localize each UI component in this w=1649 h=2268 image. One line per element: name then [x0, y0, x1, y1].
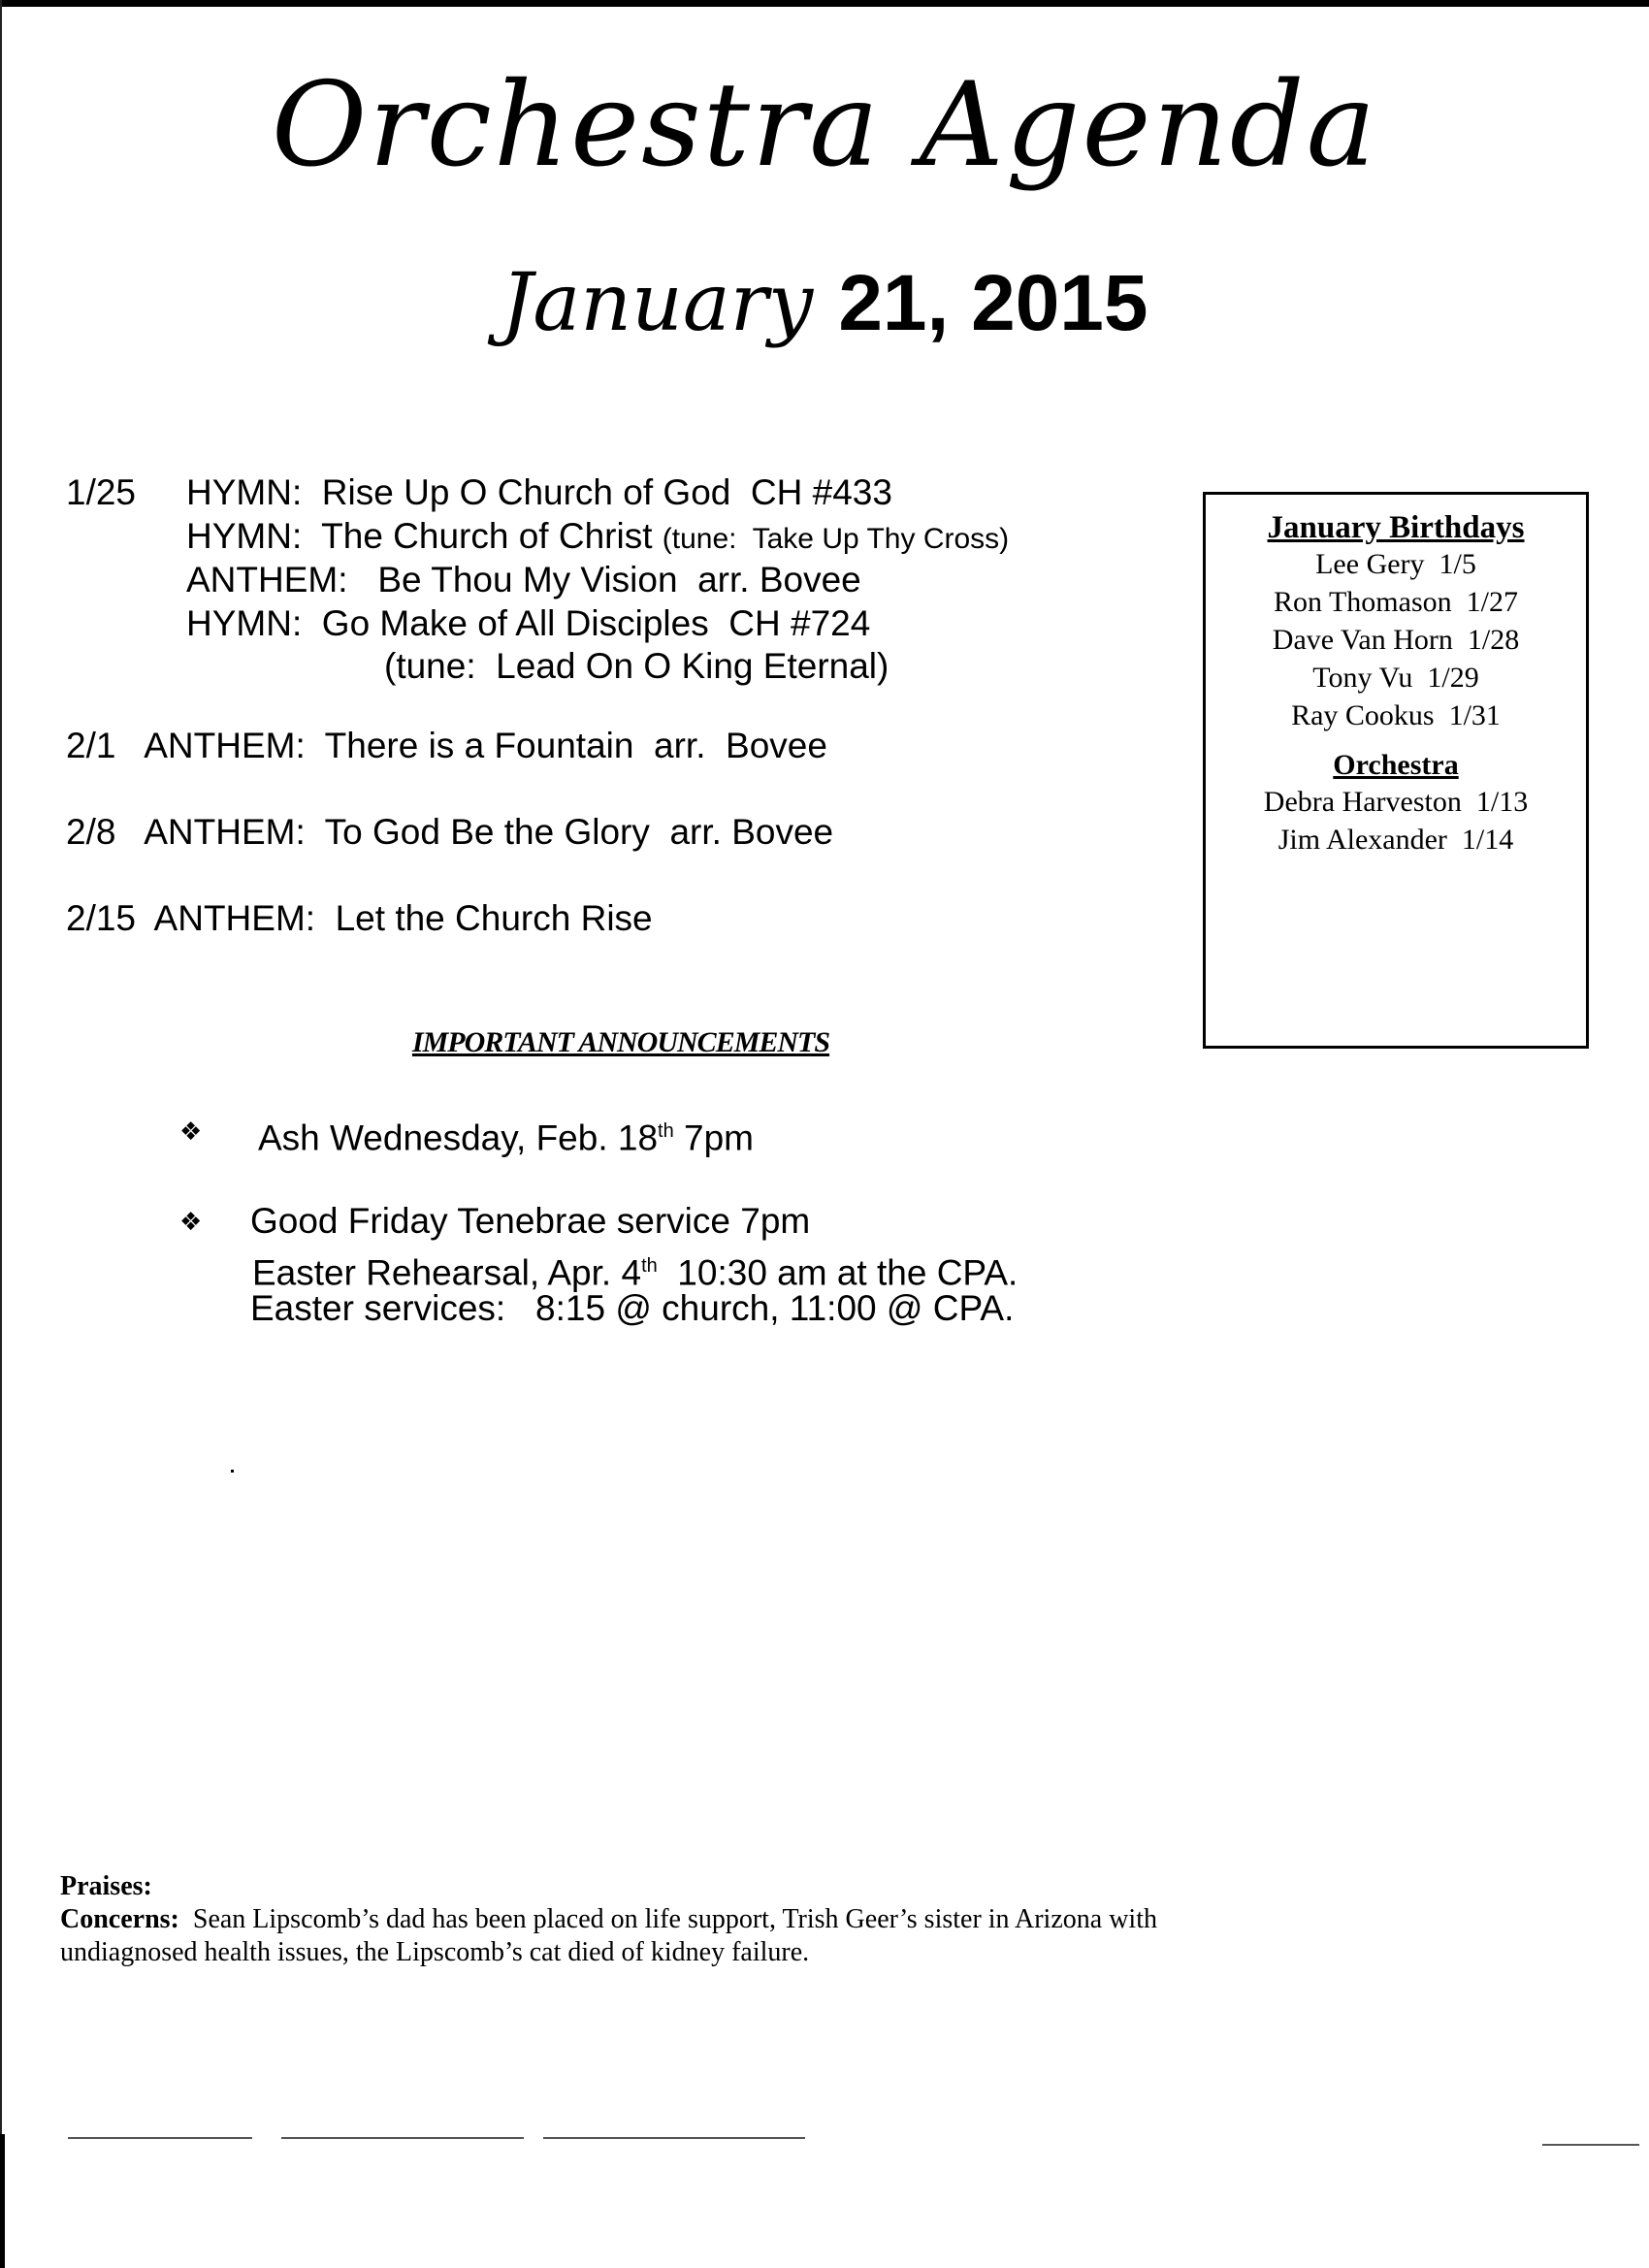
item-type: HYMN:	[186, 472, 303, 512]
schedule-date: 2/1	[66, 726, 116, 765]
scan-artifact	[543, 2137, 805, 2139]
birthday-entry: Ron Thomason 1/27	[1274, 586, 1518, 618]
schedule-block-2-15	[66, 896, 653, 940]
orchestra-heading: Orchestra	[1333, 749, 1459, 781]
date-month: January	[501, 257, 814, 349]
birthday-entry: Ray Cookus 1/31	[1291, 699, 1501, 731]
item-note: CH #433	[750, 472, 892, 512]
announcement-line: Good Friday Tenebrae service 7pm	[250, 1201, 811, 1241]
scan-edge-top	[0, 0, 1649, 7]
announcement-line: Easter Rehearsal, Apr. 4th 10:30 am at the CPA.	[252, 1252, 1018, 1293]
concerns-text: Concerns: Sean Lipscomb’s dad has been placed on life support, Trish Geer’s sister in Arizona with	[60, 1904, 1157, 1934]
announcement-item: Ash Wednesday, Feb. 18th 7pm	[258, 1118, 754, 1158]
birthday-entry: Dave Van Horn 1/28	[1272, 624, 1520, 656]
announcement-line: Easter services: 8:15 @ church, 11:00 @ CPA.	[250, 1288, 1015, 1328]
item-note: arr. Bovee	[654, 726, 827, 765]
item-type: ANTHEM:	[144, 812, 306, 852]
schedule-tune-note: (tune: Lead On O King Eternal)	[384, 646, 889, 686]
item-title: Rise Up O Church of God	[321, 472, 731, 512]
scan-artifact	[68, 2137, 252, 2139]
birthdays-box	[1203, 492, 1589, 1049]
birthday-entry: Lee Gery 1/5	[1315, 548, 1476, 580]
diamond-dots-icon: ❖	[179, 1118, 203, 1147]
orchestra-birthday-entry: Debra Harveston 1/13	[1263, 786, 1529, 818]
item-title: The Church of Christ	[321, 516, 653, 556]
item-type: ANTHEM:	[144, 726, 306, 765]
item-type: ANTHEM:	[186, 560, 348, 599]
birthday-entry: Tony Vu 1/29	[1312, 662, 1479, 694]
concerns-label: Concerns:	[60, 1904, 179, 1934]
page-date	[0, 257, 1649, 349]
schedule-block-2-8	[66, 810, 833, 854]
schedule-item	[186, 514, 1009, 561]
schedule-date: 2/15	[66, 898, 137, 938]
orchestra-birthday-entry: Jim Alexander 1/14	[1277, 824, 1514, 856]
item-title: To God Be the Glory	[324, 812, 650, 852]
item-title: Go Make of All Disciples	[321, 603, 709, 643]
schedule-date: 2/8	[66, 812, 116, 852]
scan-edge-left-bottom	[0, 2134, 5, 2268]
date-numbers: 21, 2015	[838, 259, 1148, 347]
schedule-date: 1/25	[66, 472, 137, 512]
schedule-item	[186, 601, 870, 645]
item-title: Let the Church Rise	[335, 898, 653, 938]
diamond-dots-icon: ❖	[179, 1208, 203, 1237]
schedule-item	[186, 470, 892, 514]
schedule-block-2-1	[66, 724, 827, 767]
page-title: Orchestra Agenda	[271, 58, 1378, 193]
item-title: Be Thou My Vision	[377, 560, 678, 599]
concerns-text-continued: undiagnosed health issues, the Lipscomb’s cat died of kidney failure.	[60, 1937, 810, 1967]
item-type: HYMN:	[186, 516, 303, 556]
item-note: arr. Bovee	[669, 812, 834, 852]
item-type: ANTHEM:	[153, 898, 316, 938]
item-title: There is a Fountain	[324, 726, 634, 765]
scan-artifact	[281, 2137, 524, 2139]
item-note: (tune: Take Up Thy Cross)	[662, 523, 1010, 555]
item-note: CH #724	[728, 603, 871, 643]
item-type: HYMN:	[186, 603, 303, 643]
birthdays-heading: January Birthdays	[1267, 510, 1525, 545]
praises-label: Praises:	[60, 1871, 152, 1901]
schedule-item	[186, 558, 861, 601]
announcements-heading: IMPORTANT ANNOUNCEMENTS	[411, 1026, 830, 1058]
item-note: arr. Bovee	[697, 560, 861, 599]
scan-artifact	[1542, 2144, 1639, 2146]
scan-speck	[231, 1470, 234, 1473]
